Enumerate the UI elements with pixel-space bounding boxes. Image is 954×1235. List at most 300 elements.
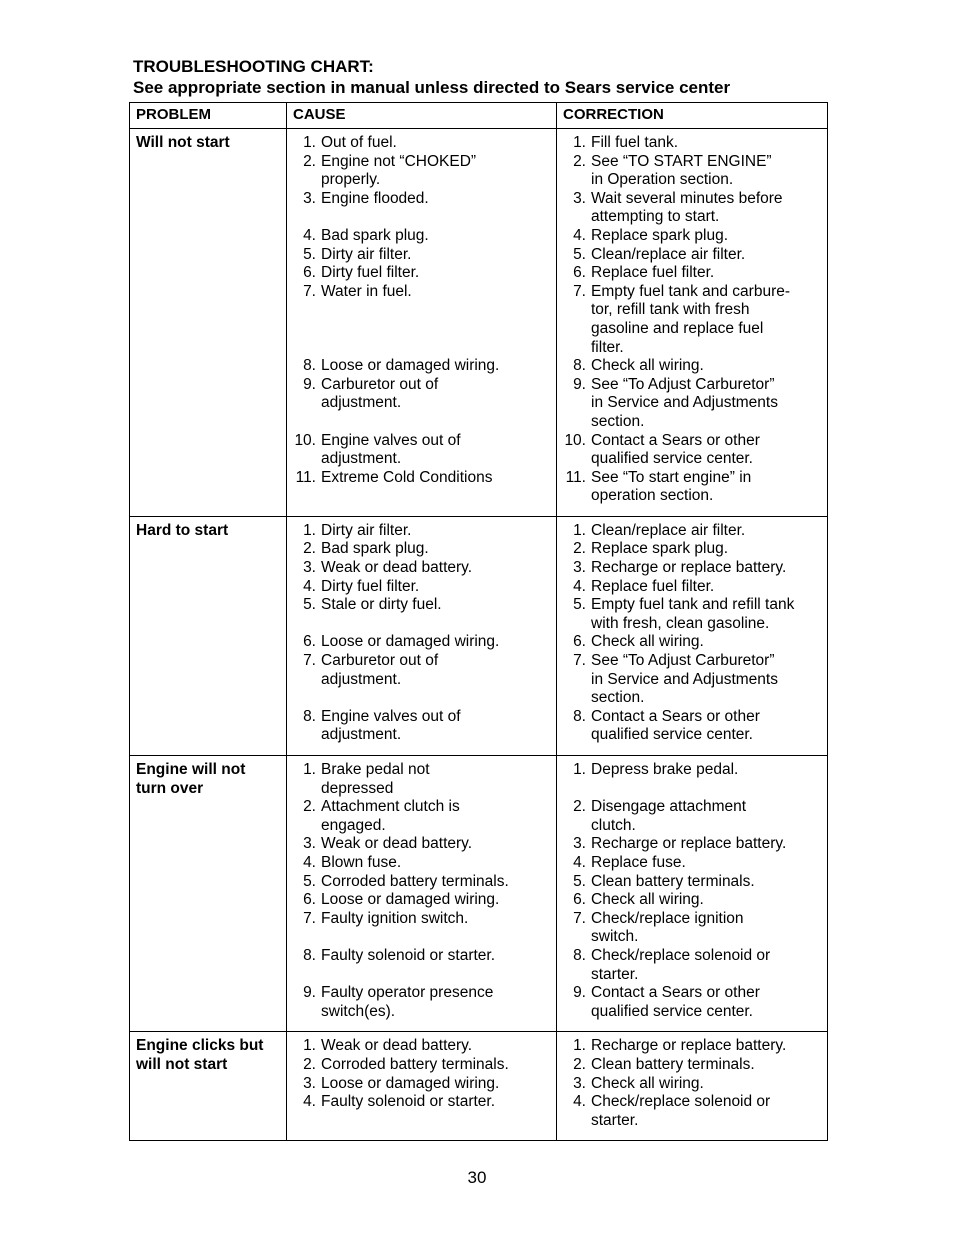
correction-item: [563, 1093, 821, 1130]
correction-item: [563, 835, 821, 854]
item-text-line: Clean battery terminals.: [591, 1055, 755, 1073]
correction-item: [563, 873, 821, 892]
item-number: 6.: [303, 891, 316, 909]
item-text: [591, 596, 821, 633]
item-text: [591, 1075, 821, 1094]
correction-item: [563, 540, 821, 559]
item-text: [591, 190, 821, 227]
item-text-line: properly.: [321, 171, 381, 189]
correction-item: [563, 522, 821, 541]
item-number: 8.: [303, 707, 316, 725]
item-text: [591, 873, 821, 892]
item-text-line: Bad spark plug.: [321, 226, 429, 244]
correction-item: [563, 708, 821, 745]
item-number: 2.: [303, 798, 316, 816]
table-header-row: [130, 103, 828, 129]
item-text-line: Engine not “CHOKED”: [321, 152, 477, 170]
item-number: 1.: [573, 761, 586, 778]
item-number: 2.: [303, 540, 316, 558]
item-text-line: Faulty solenoid or starter.: [321, 946, 496, 964]
table-body: [130, 129, 828, 1141]
cause-item: [293, 708, 550, 745]
item-text-line: Fill fuel tank.: [591, 134, 679, 151]
correction-item: [563, 1056, 821, 1075]
item-number: 1.: [303, 521, 316, 539]
item-number: 5.: [573, 872, 586, 890]
page-subtitle: See appropriate section in manual unless directed to Sears service center: [133, 78, 731, 97]
item-text-line: adjustment.: [321, 394, 402, 412]
item-number: 5.: [573, 245, 586, 263]
item-text-line: Replace fuse.: [591, 853, 686, 871]
item-text-line: See “To start engine” in: [591, 468, 752, 486]
item-text-line: Check all wiring.: [591, 633, 704, 651]
item-text: [591, 227, 821, 246]
item-number: 7.: [303, 652, 316, 670]
item-number: 1.: [303, 134, 316, 151]
item-text-line: Empty fuel tank and carbure-: [591, 282, 791, 300]
item-number: 5.: [303, 596, 316, 614]
item-text-line: adjustment.: [321, 450, 402, 468]
column-header-cause: CAUSE: [287, 103, 557, 129]
cause-item: [293, 190, 550, 209]
item-text: [591, 1093, 821, 1130]
item-text: [591, 947, 821, 984]
item-number: 4.: [573, 226, 586, 244]
item-number: 2.: [573, 798, 586, 816]
item-text-line: Out of fuel.: [321, 134, 397, 151]
item-text-line: Carburetor out of: [321, 652, 439, 670]
column-header-correction: CORRECTION: [557, 103, 828, 129]
item-number: 5.: [573, 596, 586, 614]
item-text: [591, 540, 821, 559]
item-text-line: Loose or damaged wiring.: [321, 1074, 500, 1092]
item-text-line: qualified service center.: [591, 450, 753, 468]
cause-item: [293, 283, 550, 302]
item-number: 2.: [573, 540, 586, 558]
item-text-line: Weak or dead battery.: [321, 835, 473, 853]
item-text: [591, 835, 821, 854]
item-number: 1.: [573, 1037, 586, 1055]
item-text: [591, 134, 821, 153]
item-text-line: Weak or dead battery.: [321, 559, 473, 577]
item-text-line: Dirty fuel filter.: [321, 577, 420, 595]
item-text: [321, 1075, 550, 1094]
item-text: [591, 1037, 821, 1056]
item-text-line: engaged.: [321, 816, 386, 834]
item-text-line: Replace spark plug.: [591, 540, 728, 558]
item-number: 3.: [573, 559, 586, 577]
item-text-line: Carburetor out of: [321, 375, 439, 393]
item-number: 1.: [303, 1037, 316, 1055]
item-text-line: See “To Adjust Carburetor”: [591, 652, 775, 670]
item-text-line: Dirty fuel filter.: [321, 264, 420, 282]
item-text: [321, 761, 550, 798]
item-text: [321, 835, 550, 854]
cause-item: [293, 1093, 550, 1112]
cause-cell: [287, 1032, 557, 1141]
item-text-line: Bad spark plug.: [321, 540, 429, 558]
item-text-line: Engine valves out of: [321, 431, 461, 449]
cause-item: [293, 891, 550, 910]
item-text: [321, 947, 550, 966]
page-title: TROUBLESHOOTING CHART:: [133, 57, 374, 76]
item-number: 2.: [573, 152, 586, 170]
item-text: [591, 798, 821, 835]
item-text: [321, 1037, 550, 1056]
item-text-line: adjustment.: [321, 670, 402, 688]
item-text: [591, 652, 821, 708]
cause-item: [293, 761, 550, 798]
item-number: 10.: [564, 431, 586, 449]
item-text-line: Loose or damaged wiring.: [321, 633, 500, 651]
correction-item: [563, 283, 821, 357]
problem-label: turn over: [136, 779, 204, 797]
cause-item: [293, 522, 550, 541]
page-number: 30: [467, 1168, 487, 1187]
item-text-line: Brake pedal not: [321, 761, 430, 778]
item-number: 6.: [303, 264, 316, 282]
item-text-line: Faulty operator presence: [321, 984, 494, 1002]
item-number: 2.: [303, 1055, 316, 1073]
problem-label: Hard to start: [136, 521, 229, 539]
item-number: 6.: [573, 264, 586, 282]
item-text: [321, 190, 550, 209]
correction-item: [563, 1037, 821, 1056]
item-text-line: Contact a Sears or other: [591, 984, 760, 1002]
item-text: [591, 910, 821, 947]
item-number: 8.: [573, 357, 586, 375]
item-text-line: Check all wiring.: [591, 891, 704, 909]
item-number: 6.: [303, 633, 316, 651]
item-number: 3.: [303, 835, 316, 853]
item-number: 7.: [573, 652, 586, 670]
item-text-line: Attachment clutch is: [321, 798, 460, 816]
item-text-line: Faulty solenoid or starter.: [321, 1093, 496, 1111]
item-text: [591, 153, 821, 190]
item-number: 7.: [303, 282, 316, 300]
item-text-line: Wait several minutes before: [591, 189, 783, 207]
cause-item: [293, 153, 550, 190]
cause-item: [293, 432, 550, 469]
item-text-line: Dirty air filter.: [321, 521, 412, 539]
item-number: 11.: [565, 468, 586, 486]
cause-item: [293, 134, 550, 153]
correction-item: [563, 761, 821, 780]
correction-item: [563, 947, 821, 984]
item-text-line: Recharge or replace battery.: [591, 559, 787, 577]
item-text: [591, 708, 821, 745]
item-text: [321, 246, 550, 265]
correction-item: [563, 376, 821, 432]
table-row: [130, 129, 828, 517]
problem-cell: [130, 129, 287, 517]
item-text-line: in Service and Adjustments: [591, 670, 778, 688]
item-text-line: Clean/replace air filter.: [591, 521, 746, 539]
item-text: [591, 469, 821, 506]
item-text-line: operation section.: [591, 487, 714, 505]
correction-item: [563, 596, 821, 633]
item-text-line: filter.: [591, 338, 624, 356]
correction-item: [563, 227, 821, 246]
cause-item: [293, 264, 550, 283]
item-text-line: Dirty air filter.: [321, 245, 412, 263]
item-text-line: switch.: [591, 928, 639, 946]
table-row: [130, 1032, 828, 1141]
correction-cell: [557, 129, 828, 517]
cause-item: [293, 246, 550, 265]
item-text-line: Stale or dirty fuel.: [321, 596, 442, 614]
item-text: [321, 357, 550, 376]
cause-item: [293, 227, 550, 246]
item-number: 4.: [303, 226, 316, 244]
cause-item: [293, 596, 550, 615]
item-number: 2.: [303, 152, 316, 170]
item-text: [321, 522, 550, 541]
item-text: [321, 578, 550, 597]
item-number: 3.: [303, 189, 316, 207]
cause-item: [293, 1075, 550, 1094]
problem-label: Will not start: [136, 134, 230, 151]
item-text: [321, 633, 550, 652]
item-number: 7.: [573, 909, 586, 927]
item-text: [321, 984, 550, 1021]
item-text-line: Empty fuel tank and refill tank: [591, 596, 795, 614]
item-text-line: in Service and Adjustments: [591, 394, 778, 412]
item-text: [591, 376, 821, 432]
item-text: [591, 357, 821, 376]
item-text-line: See “To Adjust Carburetor”: [591, 375, 775, 393]
item-text-line: Check/replace ignition: [591, 909, 744, 927]
item-text: [321, 891, 550, 910]
correction-item: [563, 633, 821, 652]
item-text-line: Check all wiring.: [591, 1074, 704, 1092]
item-text-line: Loose or damaged wiring.: [321, 891, 500, 909]
cause-item: [293, 357, 550, 376]
item-text-line: Blown fuse.: [321, 853, 402, 871]
item-number: 7.: [303, 909, 316, 927]
cause-item: [293, 559, 550, 578]
item-text-line: Replace spark plug.: [591, 226, 728, 244]
item-number: 11.: [295, 468, 316, 486]
item-number: 3.: [303, 1074, 316, 1092]
item-text: [321, 708, 550, 745]
item-text-line: starter.: [591, 965, 639, 983]
item-text: [321, 432, 550, 469]
item-text-line: Replace fuel filter.: [591, 577, 715, 595]
correction-cell: [557, 756, 828, 1032]
item-number: 4.: [303, 1093, 316, 1111]
problem-cell: [130, 1032, 287, 1141]
item-text-line: Check/replace solenoid or: [591, 1093, 771, 1111]
item-text: [321, 798, 550, 835]
item-text-line: Clean/replace air filter.: [591, 245, 746, 263]
item-text-line: Recharge or replace battery.: [591, 835, 787, 853]
item-text-line: attempting to start.: [591, 208, 720, 226]
item-number: 1.: [303, 761, 316, 778]
item-number: 8.: [573, 946, 586, 964]
item-number: 5.: [303, 245, 316, 263]
item-text: [591, 1056, 821, 1075]
item-number: 1.: [573, 134, 586, 151]
correction-cell: [557, 516, 828, 755]
item-text-line: Check/replace solenoid or: [591, 946, 771, 964]
correction-item: [563, 798, 821, 835]
cause-item: [293, 1056, 550, 1075]
correction-cell: [557, 1032, 828, 1141]
item-text: [591, 522, 821, 541]
cause-item: [293, 469, 550, 488]
item-text: [591, 633, 821, 652]
item-text-line: Depress brake pedal.: [591, 761, 739, 778]
table-row: [130, 756, 828, 1032]
item-text: [321, 376, 550, 413]
item-text-line: qualified service center.: [591, 726, 753, 744]
item-text-line: in Operation section.: [591, 171, 734, 189]
item-number: 7.: [573, 282, 586, 300]
correction-item: [563, 578, 821, 597]
item-text-line: tor, refill tank with fresh: [591, 301, 750, 319]
item-number: 4.: [573, 853, 586, 871]
correction-item: [563, 469, 821, 506]
cause-item: [293, 1037, 550, 1056]
correction-item: [563, 652, 821, 708]
cause-item: [293, 910, 550, 929]
item-number: 6.: [573, 891, 586, 909]
item-text-line: qualified service center.: [591, 1002, 753, 1020]
item-text: [321, 283, 550, 302]
item-text-line: See “TO START ENGINE”: [591, 152, 772, 170]
item-text-line: gasoline and replace fuel: [591, 319, 764, 337]
item-number: 3.: [573, 835, 586, 853]
cause-item: [293, 540, 550, 559]
item-text-line: Check all wiring.: [591, 357, 704, 375]
correction-item: [563, 1075, 821, 1094]
item-text: [321, 540, 550, 559]
item-number: 4.: [303, 853, 316, 871]
item-number: 9.: [573, 375, 586, 393]
item-text-line: adjustment.: [321, 726, 402, 744]
item-number: 3.: [573, 1074, 586, 1092]
cause-cell: [287, 129, 557, 517]
item-text-line: switch(es).: [321, 1002, 396, 1020]
problem-cell: [130, 516, 287, 755]
item-number: 4.: [573, 577, 586, 595]
item-text-line: Engine valves out of: [321, 707, 461, 725]
item-text: [591, 854, 821, 873]
problem-cell: [130, 756, 287, 1032]
item-text-line: with fresh, clean gasoline.: [591, 614, 770, 632]
item-text-line: Extreme Cold Conditions: [321, 468, 493, 486]
item-text: [591, 891, 821, 910]
item-number: 10.: [294, 431, 316, 449]
item-text-line: Contact a Sears or other: [591, 707, 760, 725]
cause-cell: [287, 516, 557, 755]
cause-item: [293, 873, 550, 892]
item-text-line: Weak or dead battery.: [321, 1037, 473, 1055]
item-number: 1.: [573, 521, 586, 539]
correction-item: [563, 854, 821, 873]
item-number: 8.: [573, 707, 586, 725]
item-text: [591, 264, 821, 283]
cause-item: [293, 652, 550, 689]
item-text-line: Engine flooded.: [321, 189, 429, 207]
item-number: 6.: [573, 633, 586, 651]
item-text-line: starter.: [591, 1111, 639, 1129]
item-text: [321, 910, 550, 929]
problem-label: Engine will not: [136, 761, 246, 778]
cause-item: [293, 798, 550, 835]
item-text-line: Contact a Sears or other: [591, 431, 760, 449]
item-text-line: Replace fuel filter.: [591, 264, 715, 282]
item-text-line: Recharge or replace battery.: [591, 1037, 787, 1055]
correction-item: [563, 432, 821, 469]
cause-item: [293, 578, 550, 597]
cause-item: [293, 947, 550, 966]
item-number: 4.: [303, 577, 316, 595]
item-text: [321, 153, 550, 190]
item-text: [591, 984, 821, 1021]
cause-item: [293, 633, 550, 652]
item-number: 9.: [303, 984, 316, 1002]
item-text: [321, 1093, 550, 1112]
item-number: 8.: [303, 946, 316, 964]
item-text: [591, 578, 821, 597]
cause-item: [293, 835, 550, 854]
item-text: [321, 873, 550, 892]
column-header-problem: PROBLEM: [130, 103, 287, 129]
cause-item: [293, 376, 550, 413]
item-text-line: Corroded battery terminals.: [321, 872, 509, 890]
item-text: [321, 559, 550, 578]
cause-cell: [287, 756, 557, 1032]
item-text: [591, 761, 821, 780]
item-text: [321, 134, 550, 153]
problem-label: Engine clicks but: [136, 1037, 264, 1055]
item-number: 9.: [573, 984, 586, 1002]
item-text: [321, 227, 550, 246]
item-number: 8.: [303, 357, 316, 375]
item-text-line: Clean battery terminals.: [591, 872, 755, 890]
correction-item: [563, 357, 821, 376]
item-text: [321, 469, 550, 488]
item-text-line: Water in fuel.: [321, 282, 412, 300]
troubleshooting-table: [129, 102, 828, 1141]
item-number: 3.: [303, 559, 316, 577]
correction-item: [563, 984, 821, 1021]
item-text: [321, 652, 550, 689]
correction-item: [563, 134, 821, 153]
item-number: 4.: [573, 1093, 586, 1111]
problem-label: will not start: [136, 1055, 228, 1073]
item-number: 3.: [573, 189, 586, 207]
correction-item: [563, 153, 821, 190]
item-text: [321, 264, 550, 283]
table-row: [130, 516, 828, 755]
item-text-line: Loose or damaged wiring.: [321, 357, 500, 375]
item-text: [321, 596, 550, 615]
item-number: 9.: [303, 375, 316, 393]
item-text-line: section.: [591, 412, 645, 430]
item-text: [591, 246, 821, 265]
item-text: [321, 854, 550, 873]
correction-item: [563, 891, 821, 910]
item-text: [591, 283, 821, 357]
item-text-line: section.: [591, 689, 645, 707]
correction-item: [563, 264, 821, 283]
correction-item: [563, 910, 821, 947]
correction-item: [563, 190, 821, 227]
item-text-line: Disengage attachment: [591, 798, 747, 816]
